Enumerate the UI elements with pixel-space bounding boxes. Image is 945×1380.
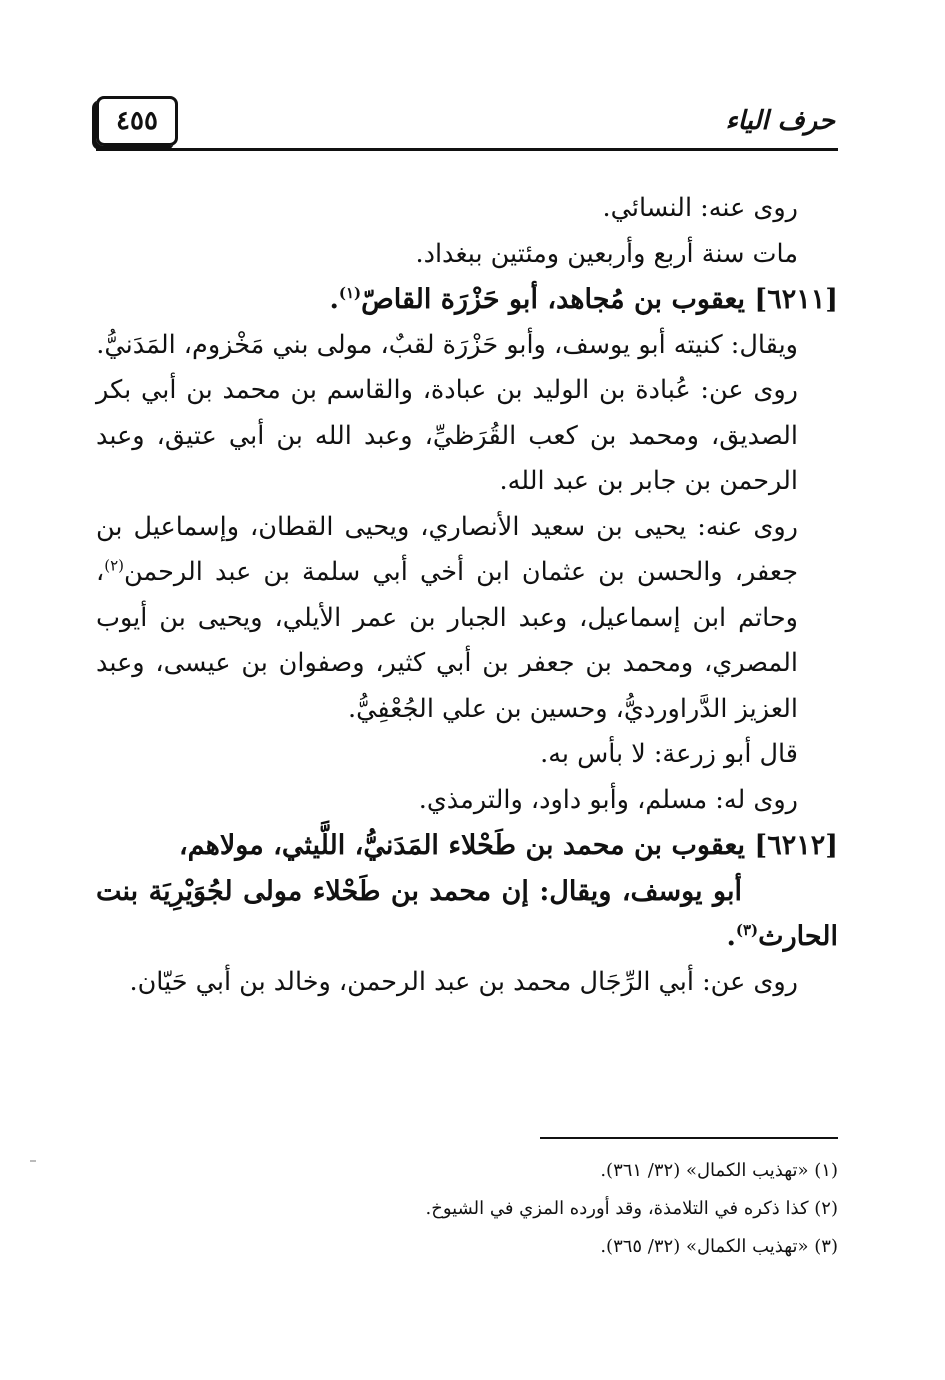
page-number-box bbox=[96, 96, 178, 146]
paragraph: روى عن: عُبادة بن الوليد بن عبادة، والقاسم بن محمد بن أبي بكر الصديق، ومحمد بن كعب القُرَظيِّ، وعبد الله بن أبي عتيق، وعبد الرحمن بن جابر بن عبد الله. bbox=[96, 375, 798, 496]
footnote-ref: (٢) bbox=[104, 556, 125, 575]
paragraph: روى له: مسلم، وأبو داود، والترمذي. bbox=[418, 784, 798, 815]
paragraph-text: ، وحاتم ابن إسماعيل، وعبد الجبار بن عمر الأيلي، ويحيى بن أيوب المصري، ومحمد بن جعفر بن أبي كثير، وصفوان بن عيسى، وعبد العزيز الدَّراورديُّ، وحسين بن علي الجُعْفِيُّ. bbox=[96, 557, 798, 724]
entry-heading-text: [٦٢١١] يعقوب بن مُجاهد، أبو حَزْرَة القاصّ bbox=[361, 284, 838, 315]
footnote-ref: (١) bbox=[338, 284, 362, 302]
footnote-1: (١) «تهذيب الكمال» (٣٢/ ٣٦١). bbox=[600, 1160, 838, 1181]
paragraph bbox=[96, 505, 838, 733]
entry-heading-end: . bbox=[329, 284, 339, 315]
entry-heading-text: [٦٢١٢] يعقوب بن محمد بن طَحْلاء المَدَنيُّ، اللَّيثي، مولاهم، bbox=[178, 830, 838, 861]
footnote-divider bbox=[540, 1137, 838, 1139]
main-text bbox=[96, 186, 838, 1005]
footnote-ref: (٣) bbox=[735, 921, 759, 939]
paragraph: ويقال: كنيته أبو يوسف، وأبو حَزْرَة لقبٌ، مولى بني مَخْزوم، المَدَنيُّ. bbox=[96, 329, 798, 360]
paragraph-text: روى عنه: يحيى بن سعيد الأنصاري، ويحيى القطان، وإسماعيل بن جعفر، والحسن بن عثمان ابن أخي أبي سلمة بن عبد الرحمن bbox=[96, 511, 798, 587]
running-header: حرف الياء bbox=[725, 106, 835, 136]
paragraph: مات سنة أربع وأربعين ومئتين ببغداد. bbox=[415, 238, 798, 269]
header-divider bbox=[96, 148, 838, 151]
entry-heading-text: أبو يوسف، ويقال: إن محمد بن طَحْلاء مولى لجُوَيْرِيَة بنت الحارث bbox=[96, 875, 838, 952]
page-number: ٤٥٥ bbox=[116, 106, 158, 136]
entry-heading-end: . bbox=[726, 921, 736, 952]
paragraph: قال أبو زرعة: لا بأس به. bbox=[540, 739, 798, 769]
entry-heading-6212 bbox=[96, 823, 838, 960]
paragraph: روى عنه: النسائي. bbox=[602, 193, 798, 223]
footnotes bbox=[96, 1152, 838, 1266]
footnote-2: (٢) كذا ذكره في التلامذة، وقد أورده المزي في الشيوخ. bbox=[425, 1198, 838, 1219]
paragraph: روى عن: أبي الرِّجَال محمد بن عبد الرحمن، وخالد بن أبي حَيّان. bbox=[129, 966, 798, 997]
entry-heading-6211 bbox=[96, 277, 838, 323]
scan-speck bbox=[30, 1160, 36, 1162]
footnote-3: (٣) «تهذيب الكمال» (٣٢/ ٣٦٥). bbox=[600, 1236, 838, 1257]
